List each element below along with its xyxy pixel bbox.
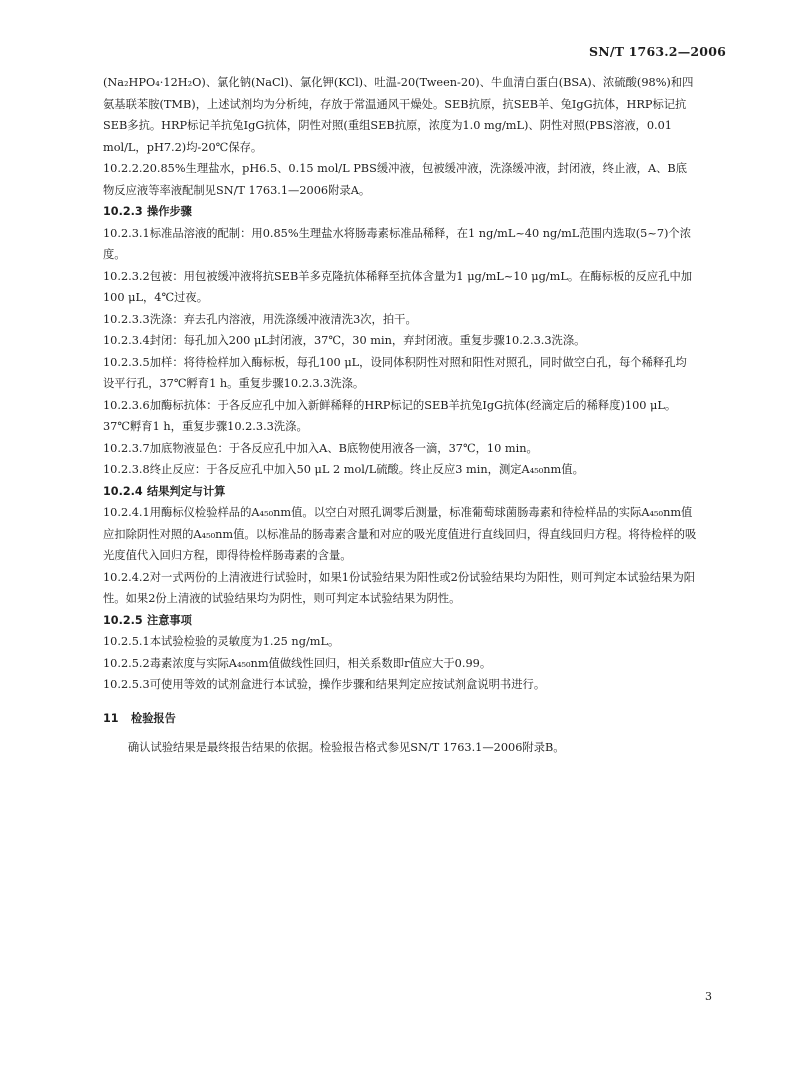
- clause-10-2-3-8: 10.2.3.8终止反应：于各反应孔中加入50 μL 2 mol/L硫酸。终止反应3 min，测定A₄₅₀nm值。: [103, 463, 584, 476]
- heading-10-2-5: 10.2.5 注意事项: [103, 613, 192, 627]
- document-body: [103, 72, 697, 759]
- clause-10-2-3-5: 10.2.3.5加样：将待检样加入酶标板，每孔100 μL，设同体积阴性对照和阳性对照孔，同时做空白孔，每个稀释孔均设平行孔，37℃孵育1 h。重复步骤10.2.3.3洗涤。: [103, 355, 687, 390]
- clause-10-2-3-4: 10.2.3.4封闭：每孔加入200 μL封闭液，37℃，30 min，弃封闭液。重复步骤10.2.3.3洗涤。: [103, 334, 586, 347]
- section-11-text: 确认试验结果是最终报告结果的依据。检验报告格式参见SN/T 1763.1—2006附录B。: [127, 741, 565, 754]
- clause-10-2-5-1: 10.2.5.1本试验检验的灵敏度为1.25 ng/mL。: [103, 635, 340, 648]
- standard-number: SN/T 1763.2—2006: [588, 44, 726, 59]
- clause-10-2-4-2: 10.2.4.2对一式两份的上清液进行试验时，如果1份试验结果为阳性或2份试验结果均为阳性，则可判定本试验结果为阳性。如果2份上清液的试验结果均为阴性，则可判定本试验结果为阴性。: [103, 570, 696, 605]
- clause-10-2-3-6: 10.2.3.6加酶标抗体：于各反应孔中加入新鲜稀释的HRP标记的SEB羊抗兔IgG抗体(经滴定后的稀释度)100 μL。37℃孵育1 h，重复步骤10.2.3.3洗涤。: [103, 398, 677, 433]
- heading-10-2-4: 10.2.4 结果判定与计算: [103, 484, 226, 498]
- clause-10-2-2-2: 10.2.2.20.85%生理盐水，pH6.5、0.15 mol/L PBS缓冲液，包被缓冲液，洗涤缓冲液，封闭液，终止液，A、B底物反应液等率液配制见SN/T 1763.1—2006附录A。: [103, 162, 688, 197]
- clause-10-2-3-3: 10.2.3.3洗涤：弃去孔内溶液，用洗涤缓冲液清洗3次，拍干。: [103, 312, 417, 326]
- page-number: 3: [705, 990, 712, 1003]
- clause-10-2-3-7: 10.2.3.7加底物液显色：于各反应孔中加入A、B底物使用液各一滴，37℃，10 min。: [103, 441, 538, 455]
- clause-10-2-3-1: 10.2.3.1标准品溶液的配制：用0.85%生理盐水将肠毒素标准品稀释，在1 ng/mL~40 ng/mL范围内选取(5~7)个浓度。: [103, 226, 692, 261]
- heading-10-2-3: 10.2.3 操作步骤: [103, 205, 192, 218]
- paragraph-continuation: (Na₂HPO₄·12H₂O)、氯化钠(NaCl)、氯化钾(KCl)、吐温-20(Tween-20)、牛血清白蛋白(BSA)、浓硫酸(98%)和四氨基联苯胺(TMB)，上述试剂均为分析纯，存放于常温通风干燥处。SEB抗原，抗SEB羊、兔IgG抗体，HRP标记抗SEB多抗。HRP标记羊抗兔IgG抗体，阴性对照(重组SEB抗原，浓度为1.0 mg/mL)、阴性对照(PBS溶液，0.01 mol/L，pH7.2)均-20℃保存。: [103, 76, 694, 154]
- clause-10-2-5-2: 10.2.5.2毒素浓度与实际A₄₅₀nm值做线性回归，相关系数即r值应大于0.99。: [103, 656, 492, 670]
- clause-10-2-3-2: 10.2.3.2包被：用包被缓冲液将抗SEB羊多克隆抗体稀释至抗体含量为1 μg/mL~10 μg/mL。在酶标板的反应孔中加100 μL，4℃过夜。: [103, 269, 693, 304]
- clause-10-2-4-1: 10.2.4.1用酶标仪检验样品的A₄₅₀nm值。以空白对照孔调零后测量，标准葡萄球菌肠毒素和待检样品的实际A₄₅₀nm值应扣除阴性对照的A₄₅₀nm值。以标准品的肠毒素含量和对应的吸光度值进行直线回归，得直线回归方程。将待检样的吸光度值代入回归方程，即得待检样肠毒素的含量。: [103, 506, 697, 562]
- clause-10-2-5-3: 10.2.5.3可使用等效的试剂盒进行本试验，操作步骤和结果判定应按试剂盒说明书进行。: [103, 678, 546, 691]
- section-11-heading: 11 检验报告: [103, 711, 176, 725]
